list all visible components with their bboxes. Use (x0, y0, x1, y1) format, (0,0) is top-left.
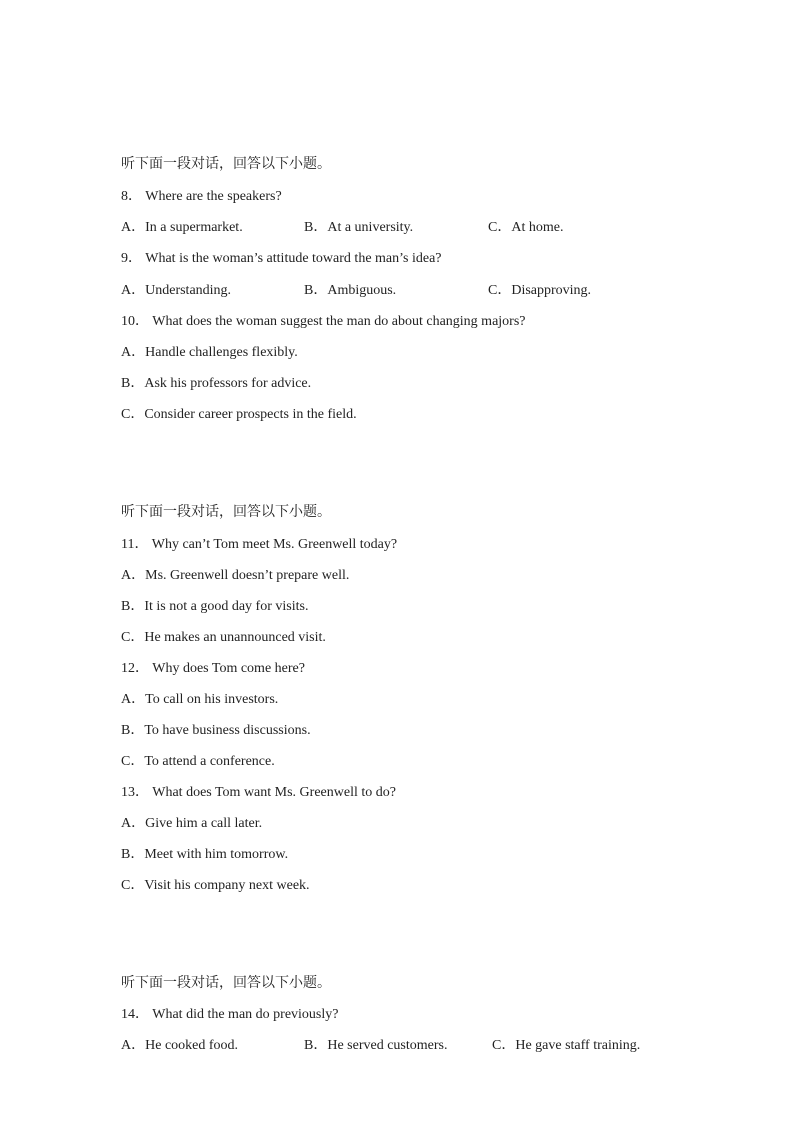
question-12 (121, 659, 305, 679)
option-b[interactable]: B．Ambiguous. (304, 283, 397, 298)
question-number: 12． (121, 661, 149, 676)
section-instruction: 听下面一段对话，回答以下小题。 (121, 975, 331, 991)
question-14 (121, 1005, 338, 1025)
option-c[interactable]: C．Visit his company next week. (121, 878, 310, 893)
option-c[interactable]: C．Consider career prospects in the field. (121, 407, 357, 422)
option-b[interactable]: B．Meet with him tomorrow. (121, 847, 289, 862)
option-a[interactable]: A．Ms. Greenwell doesn’t prepare well. (121, 568, 350, 583)
question-text: What is the woman’s attitude toward the man’s idea? (145, 251, 442, 266)
question-11 (121, 535, 397, 555)
question-number: 11． (121, 537, 149, 552)
option-b[interactable]: B．To have business discussions. (121, 723, 311, 738)
option-a[interactable]: A．He cooked food. (121, 1038, 239, 1053)
option-a[interactable]: A．To call on his investors. (121, 692, 279, 707)
question-9 (121, 249, 442, 269)
option-b[interactable]: B．It is not a good day for visits. (121, 599, 309, 614)
option-a[interactable]: A．Give him a call later. (121, 816, 263, 831)
question-13 (121, 783, 396, 803)
question-number: 9． (121, 251, 142, 266)
option-c[interactable]: C．He gave staff training. (492, 1038, 641, 1053)
question-text: What did the man do previously? (152, 1007, 339, 1022)
option-a[interactable]: A．In a supermarket. (121, 220, 243, 235)
question-text: What does the woman suggest the man do about changing majors? (152, 314, 526, 329)
option-b[interactable]: B．Ask his professors for advice. (121, 376, 312, 391)
option-b[interactable]: B．He served customers. (304, 1038, 448, 1053)
question-number: 13． (121, 785, 149, 800)
question-text: Why does Tom come here? (152, 661, 305, 676)
question-number: 10． (121, 314, 149, 329)
option-c[interactable]: C．To attend a conference. (121, 754, 275, 769)
option-b[interactable]: B．At a university. (304, 220, 414, 235)
question-10 (121, 312, 526, 332)
option-c[interactable]: C．He makes an unannounced visit. (121, 630, 326, 645)
question-number: 8． (121, 189, 142, 204)
question-text: Why can’t Tom meet Ms. Greenwell today? (151, 537, 398, 552)
question-text: Where are the speakers? (145, 189, 282, 204)
option-a[interactable]: A．Handle challenges flexibly. (121, 345, 298, 360)
option-a[interactable]: A．Understanding. (121, 283, 232, 298)
section-instruction: 听下面一段对话，回答以下小题。 (121, 504, 331, 520)
question-8 (121, 187, 282, 207)
option-c[interactable]: C．At home. (488, 220, 564, 235)
question-number: 14． (121, 1007, 149, 1022)
section-instruction: 听下面一段对话，回答以下小题。 (121, 156, 331, 172)
question-text: What does Tom want Ms. Greenwell to do? (152, 785, 396, 800)
option-c[interactable]: C．Disapproving. (488, 283, 592, 298)
